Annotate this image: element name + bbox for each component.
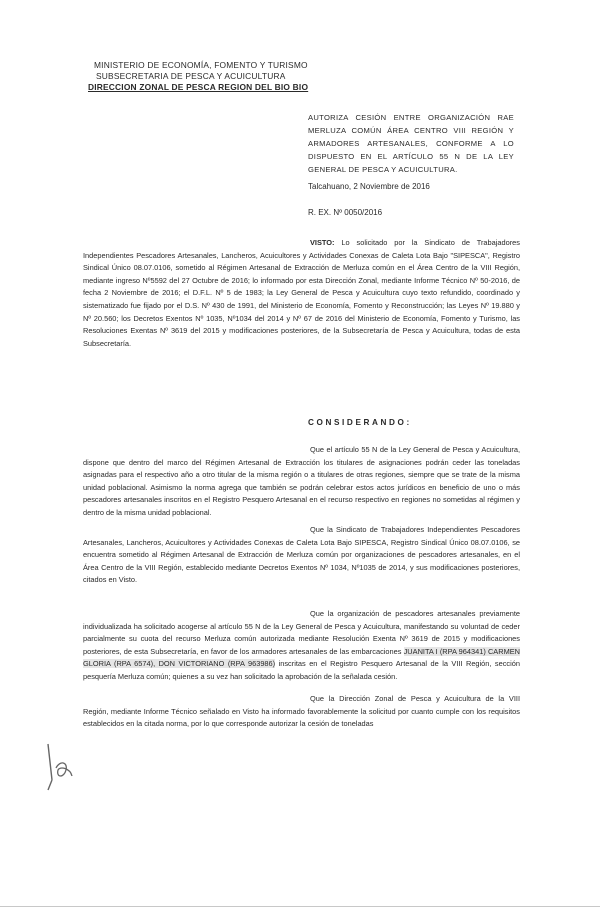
subject-reference: AUTORIZA CESIÓN ENTRE ORGANIZACIÓN RAE MERLUZA COMÚN ÁREA CENTRO VIII REGIÓN Y ARMADORES ARTESANALES, CONFORME A LO DISPUESTO EN EL ARTÍCULO 55 N DE LA LEY GENERAL DE PESCA Y ACUICULTURA. (308, 113, 514, 174)
document-date: Talcahuano, 2 Noviembre de 2016 (308, 182, 430, 191)
paragraph-3-text-b: inscritas en el Registro Pesquero Artesanal de la VIII Región, sección pesquería Merluza común; quienes a su vez han solicitado la aprobación de la señalada cesión. (83, 659, 520, 681)
letterhead (88, 60, 308, 93)
visto-label: VISTO: (310, 238, 335, 247)
visto-text: Lo solicitado por la Sindicato de Trabajadores Independientes Pescadores Artesanales, Lancheros, Acuicultores y Actividades Conexas de Caleta Lota Bajo "SIPESCA", Registro Sindical Único 08.07.0106, sometido al Régimen Artesanal de Extracción de Merluza común en el Área Centro de la VIII Región, mediante ingreso Nº5592 del 27 Octubre de 2016; lo informado por esta Dirección Zonal, mediante Informe Técnico Nº 50-2016, de fecha 2 Noviembre de 2016; el D.F.L. Nº 5 de 1983; la Ley General de Pesca y Acuicultura cuyo texto refundido, coordinado y sistematizado fue fijado por el D.S. Nº 430 de 1991, del Ministerio de Economía, Fomento y Reconstrucción; las Leyes Nº 19.880 y Nº 20.560; los Decretos Exentos Nº 1035, Nº1034 del 2014 y Nº 67 de 2016 del Ministerio de Economía, Fomento y Turismo, las Resoluciones Exentas Nº 3619 del 2015 y modificaciones posteriores, de la Subsecretaría de Pesca y Acuicultura, todas de esta Subsecretaría. (83, 238, 520, 348)
paragraph-3-text-a: Que la organización de pescadores artesanales previamente individualizada ha solicitado acogerse al artículo 55 N de la Ley General de Pesca y Acuicultura, manifestando su voluntad de ceder parcialmente su cuota del recurso Merluza común autorizada mediante Resolución Exenta Nº 3619 de 2015 y modificaciones posteriores, de esta Subsecretaría, en favor de los armadores artesanales de las embarcaciones (83, 609, 520, 656)
ministry-line: MINISTERIO DE ECONOMÍA, FOMENTO Y TURISMO (94, 60, 308, 70)
considerando-paragraph-1: Que el artículo 55 N de la Ley General de Pesca y Acuicultura, dispone que dentro del marco del Régimen Artesanal de Extracción los titulares de asignaciones podrán ceder las toneladas asignadas para el respectivo año a otro titular de la misma región o a titulares de otras regiones, siempre que se trate de la misma unidad poblacional. Asimismo la norma agrega que también se podrán celebrar estos actos jurídicos en beneficio de uno o más pescadores artesanales inscritos en el Registro Pesquero Artesanal en el recurso respectivo en regiones no sometidas al régimen y dentro de la misma unidad poblacional. (83, 445, 520, 517)
subsecretaria-line: SUBSECRETARIA DE PESCA Y ACUICULTURA (96, 71, 286, 81)
considerando-paragraph-3 (83, 608, 520, 684)
handwritten-initials-mark (42, 740, 78, 794)
considerando-paragraph-2: Que la Sindicato de Trabajadores Independientes Pescadores Artesanales, Lancheros, Acuicultores y Actividades Conexas de Caleta Lota Bajo SIPESCA, Registro Sindical Único 08.07.0106, se encuentra sometido al Régimen Artesanal de Extracción de Merluza común por organizaciones de pescadores artesanales, en el Área Centro de la VIII Región, establecido mediante Decretos Exentos Nº 1034, Nº1035 de 2014, y sus modificaciones posteriores, citados en Visto. (83, 525, 520, 585)
resolution-number: R. EX. Nº 0050/2016 (308, 208, 383, 217)
direccion-zonal-line: DIRECCION ZONAL DE PESCA REGION DEL BIO BIO (88, 82, 309, 92)
considerando-heading: CONSIDERANDO: (308, 418, 412, 427)
visto-paragraph (83, 237, 520, 350)
page-bottom-edge (0, 906, 600, 907)
considerando-paragraph-4: Que la Dirección Zonal de Pesca y Acuicultura de la VIII Región, mediante Informe Técnico señalado en Visto ha informado favorablemente la solicitud por cuanto cumple con los requisitos establecidos en la citada norma, por lo que corresponde autorizar la cesión de toneladas (83, 694, 520, 729)
vessels-highlight: JUANITA I (RPA 964341) CARMEN GLORIA (RPA 6574), DON VICTORIANO (RPA 963986) (83, 646, 520, 669)
